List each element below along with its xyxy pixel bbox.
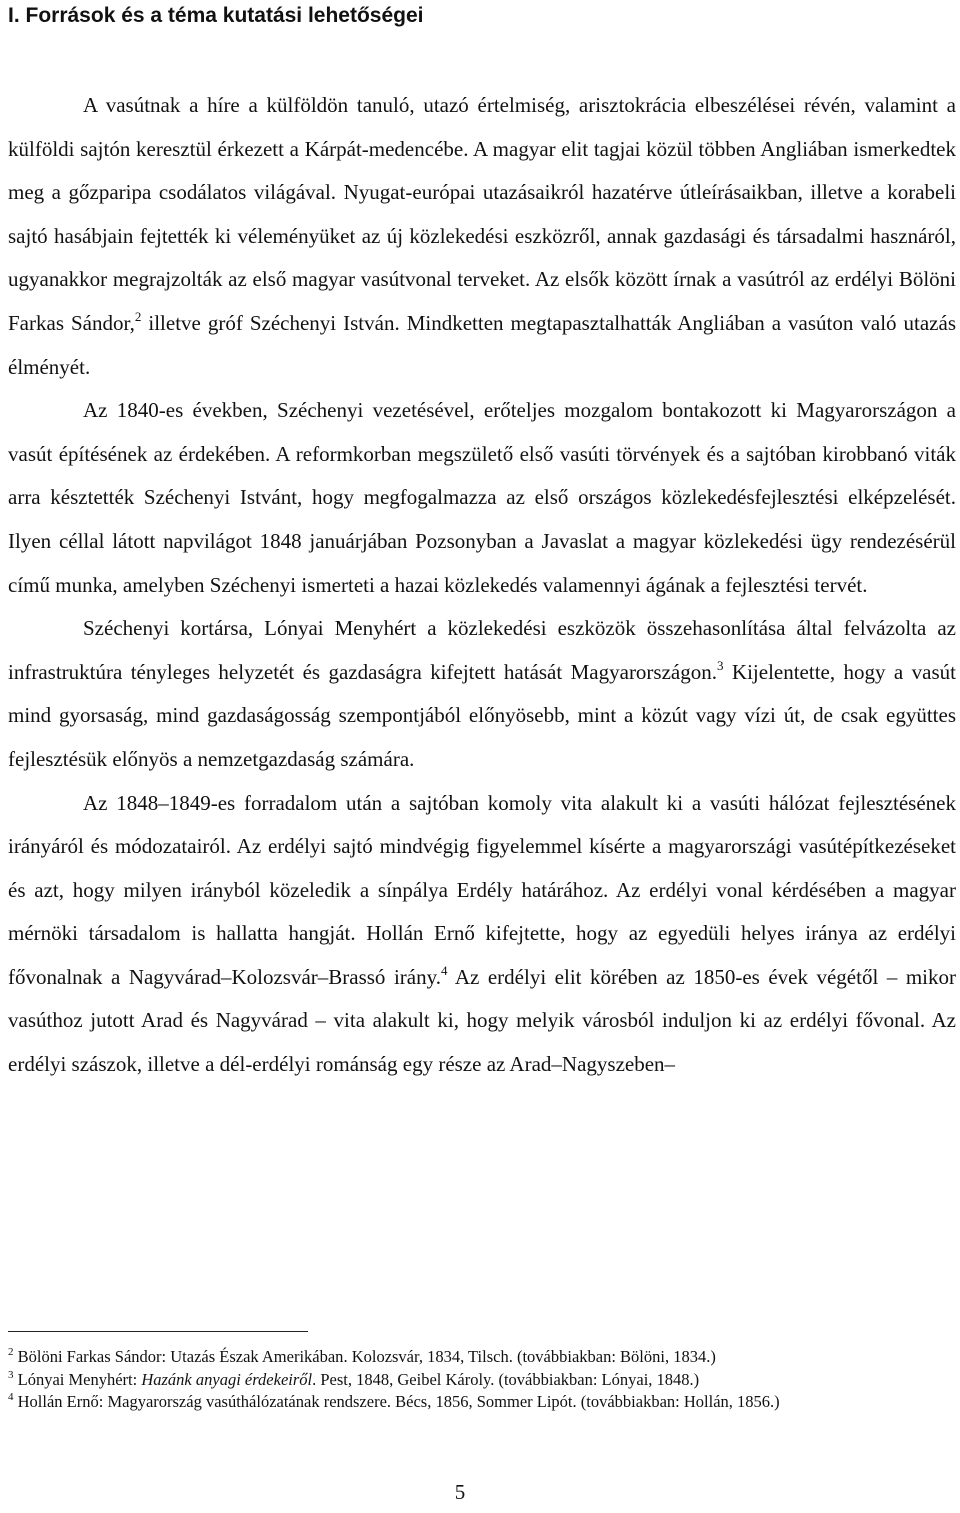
paragraph-text: A vasútnak a híre a külföldön tanuló, utazó értelmiség, arisztokrácia elbeszélései révén, valamint a külföldi sajtón keresztül érkezett a Kárpát-medencébe. A magyar elit tagjai közül többen Angliában ismerkedtek meg a gőzparipa csodálatos világával. Nyugat-európai utazásaikról hazatérve útleírásaikban, illetve a korabeli sajtó hasábjain fejtették ki véleményüket az új közlekedési eszközről, annak gazdasági és társadalmi hasznáról, ugyanakkor megrajzolták az első magyar vasútvonal terveket. Az elsők között írnak a vasútról az erdélyi Bölöni Farkas Sándor,	[8, 93, 956, 335]
paragraph-text: illetve gróf Széchenyi István. Mindketten megtapasztalhatták Angliában a vasúton való utazás élményét.	[8, 310, 956, 379]
paragraph-text: Széchenyi kortársa, Lónyai Menyhért a közlekedési eszközök összehasonlítása által felvázolta az infrastruktúra tényleges helyzetét és gazdaságra kifejtett hatását Magyarországon.	[8, 616, 956, 684]
footnote-ref-3[interactable]: 3	[717, 657, 724, 673]
footnote-title: Magyarország vasúthálózatának rendszere	[107, 1392, 387, 1411]
footnote-details: . Pest, 1848, Geibel Károly. (továbbiakban: Lónyai, 1848.)	[312, 1369, 700, 1389]
paragraph-text: Kijelentette, hogy a vasút mind gyorsaság, mind gazdaságosság szempontjából előnyösebb, mint a közút vagy vízi út, de csak együttes fejlesztésük előnyös a nemzetgazdaság számára.	[8, 659, 956, 771]
footnotes	[8, 1346, 956, 1414]
footnote-2	[8, 1346, 956, 1369]
page-number: 5	[454, 1480, 466, 1504]
footnote-ref-2[interactable]: 2	[134, 308, 142, 324]
paragraph-text: Az 1840-es években, Széchenyi vezetésével, erőteljes mozgalom bontakozott ki Magyarországon a vasút építésének az érdekében. A reformkorban megszülető első vasúti törvények és a sajtóban kirobbanó viták arra késztették Széchenyi Istvánt, hogy megfogalmazza az első országos közlekedésfejlesztési elképzelését. Ilyen céllal látott napvilágot 1848 januárjában Pozsonyban a Javaslat a magyar közlekedési ügy rendezésérül című munka, amelyben Széchenyi ismerteti a hazai közlekedés valamennyi ágának a fejlesztési tervét.	[8, 398, 956, 597]
footnote-details: . Bécs, 1856, Sommer Lipót. (továbbiakban: Hollán, 1856.)	[386, 1392, 780, 1411]
paragraph-4	[8, 782, 956, 1087]
footnote-details: . Kolozsvár, 1834, Tilsch. (továbbiakban: Bölöni, 1834.)	[343, 1347, 716, 1366]
footnote-divider	[8, 1331, 308, 1332]
footnote-author: Lónyai Menyhért:	[17, 1369, 142, 1389]
footnote-title: Hazánk anyagi érdekeiről	[141, 1369, 313, 1389]
footnote-number: 4	[8, 1391, 14, 1403]
paragraph-text: Az 1848–1849-es forradalom után a sajtóban komoly vita alakult ki a vasúti hálózat fejlesztésének irányáról és módozatairól. Az erdélyi sajtó mindvégig figyelemmel kísérte a magyarországi vasútépítkezéseket és azt, hogy milyen irányból közeledik a sínpálya Erdély határához. Az erdélyi vonal kérdésében a magyar mérnöki társadalom is hallatta hangját. Hollán Ernő kifejtette, hogy az egyedüli helyes iránya az erdélyi fővonalnak a Nagyvárad–Kolozsvár–Brassó irány.	[8, 790, 956, 989]
footnote-4	[8, 1391, 956, 1414]
paragraph-text: Az erdélyi elit körében az 1850-es évek végétől – mikor vasúthoz jutott Arad és Nagyvárad – vita alakult ki, hogy melyik városból induljon ki az erdélyi fővonal. Az erdélyi szászok, illetve a dél-erdélyi románság egy része az Arad–Nagyszeben–	[8, 964, 956, 1077]
paragraph-2	[8, 389, 956, 607]
body-text	[8, 84, 956, 1087]
footnote-author: Bölöni Farkas Sándor:	[17, 1347, 171, 1366]
footnote-ref-4[interactable]: 4	[440, 962, 448, 978]
section-heading: I. Források és a téma kutatási lehetőségei	[8, 4, 424, 27]
paragraph-3	[8, 607, 956, 781]
footnote-title: Utazás Észak Amerikában	[170, 1347, 344, 1366]
footnote-number: 3	[8, 1368, 14, 1381]
footnote-3	[8, 1369, 956, 1392]
footnote-author: Hollán Ernő:	[17, 1392, 108, 1411]
paragraph-1	[8, 84, 956, 389]
footnote-number: 2	[8, 1346, 14, 1358]
